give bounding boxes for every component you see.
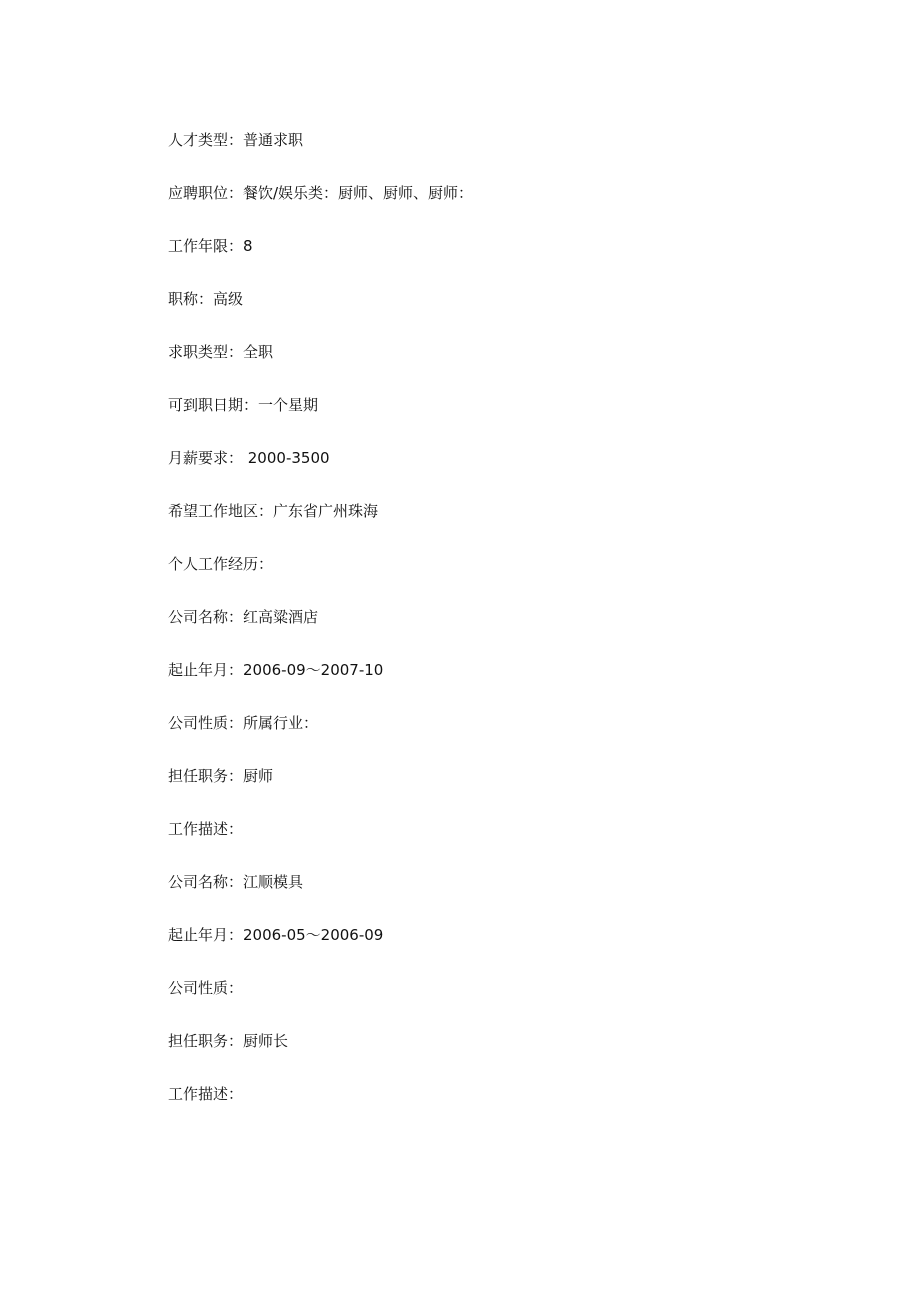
company-name-line-2: 公司名称：江顺模具 bbox=[168, 873, 304, 891]
position-held-line-2: 担任职务：厨师长 bbox=[168, 1032, 289, 1050]
company-name-line-1: 公司名称：红高粱酒店 bbox=[168, 608, 319, 626]
job-type-line: 求职类型：全职 bbox=[168, 343, 274, 361]
company-nature-line-1: 公司性质：所属行业： bbox=[168, 714, 319, 732]
desired-location-line: 希望工作地区：广东省广州珠海 bbox=[168, 502, 379, 520]
talent-type-line: 人才类型：普通求职 bbox=[168, 131, 304, 149]
job-description-line-1: 工作描述： bbox=[168, 820, 244, 838]
work-history-heading: 个人工作经历： bbox=[168, 555, 274, 573]
period-line-2: 起止年月：2006-05～2006-09 bbox=[168, 926, 384, 944]
company-nature-line-2: 公司性质： bbox=[168, 979, 244, 997]
position-held-line-1: 担任职务：厨师 bbox=[168, 767, 274, 785]
applied-position-line: 应聘职位：餐饮/娱乐类：厨师、厨师、厨师： bbox=[168, 184, 474, 202]
job-title-line: 职称：高级 bbox=[168, 290, 244, 308]
salary-line: 月薪要求： 2000-3500 bbox=[168, 449, 330, 467]
period-line-1: 起止年月：2006-09～2007-10 bbox=[168, 661, 384, 679]
job-description-line-2: 工作描述： bbox=[168, 1085, 244, 1103]
work-years-line: 工作年限：8 bbox=[168, 237, 253, 255]
resume-text-block bbox=[168, 129, 768, 1136]
available-date-line: 可到职日期：一个星期 bbox=[168, 396, 319, 414]
